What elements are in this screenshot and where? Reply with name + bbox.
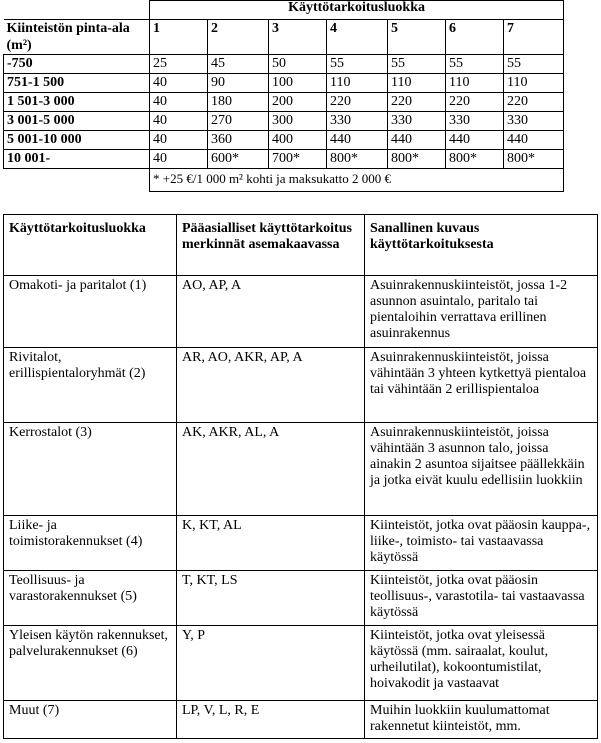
- cell: 110: [327, 73, 388, 92]
- cell: 25: [150, 54, 208, 73]
- blank-cell: [4, 168, 150, 191]
- area-header: Kiinteistön pinta-ala (m²): [4, 19, 150, 54]
- cell: 55: [504, 54, 564, 73]
- usage-class-cell: Omakoti- ja paritalot (1): [4, 276, 177, 348]
- usage-class-cell: Kerrostalot (3): [4, 423, 177, 516]
- cell: 220: [446, 92, 504, 111]
- codes-cell: AK, AKR, AL, A: [177, 423, 365, 516]
- usage-class-cell: Yleisen käytön rakennukset, palvelurakennukset (6): [4, 626, 177, 701]
- col-header: 2: [208, 19, 269, 54]
- cell: 700*: [269, 149, 327, 168]
- cell: 330: [446, 111, 504, 130]
- col-header: 3: [269, 19, 327, 54]
- table-row: [4, 54, 564, 73]
- table-row: [4, 92, 564, 111]
- description-cell: Asuinrakennuskiinteistöt, joissa vähintään 3 yhteen kytkettyä pientaloa tai vähintään 2 erillispientaloa: [365, 348, 598, 423]
- cell: 90: [208, 73, 269, 92]
- cell: 180: [208, 92, 269, 111]
- cell: 110: [504, 73, 564, 92]
- usage-class-cell: Liike- ja toimistorakennukset (4): [4, 516, 177, 571]
- usage-class-title: Käyttötarkoitusluokka: [150, 1, 564, 20]
- row-label: -750: [4, 54, 150, 73]
- description-cell: Kiinteistöt, jotka ovat yleisessä käytössä (mm. sairaalat, koulut, urheilutilat), kokoontumistilat, hoivakodit ja vastaavat: [365, 626, 598, 701]
- cell: 600*: [208, 149, 269, 168]
- row-label: 10 001-: [4, 149, 150, 168]
- cell: 55: [327, 54, 388, 73]
- row-label: 5 001-10 000: [4, 130, 150, 149]
- footnote: * +25 €/1 000 m² kohti ja maksukatto 2 000 €: [150, 168, 564, 191]
- blank-corner: [4, 1, 150, 20]
- cell: 220: [327, 92, 388, 111]
- cell: 55: [388, 54, 446, 73]
- description-cell: Muihin luokkiin kuulumattomat rakennetut kiinteistöt, mm.: [365, 701, 598, 739]
- table-row: [4, 423, 598, 516]
- table-row: [4, 348, 598, 423]
- cell: 440: [327, 130, 388, 149]
- cell: 220: [504, 92, 564, 111]
- cell: 330: [388, 111, 446, 130]
- table-header-row: [4, 215, 598, 276]
- cell: 300: [269, 111, 327, 130]
- cell: 270: [208, 111, 269, 130]
- cell: 800*: [446, 149, 504, 168]
- cell: 40: [150, 92, 208, 111]
- codes-cell: Y, P: [177, 626, 365, 701]
- header-codes: Pääasialliset käyttötarkoitusmerkinnät asemakaavassa: [177, 215, 365, 276]
- codes-cell: T, KT, LS: [177, 571, 365, 626]
- cell: 45: [208, 54, 269, 73]
- description-cell: Kiinteistöt, jotka ovat pääosin teollisuus-, varastotila- tai vastaavassa käytössä: [365, 571, 598, 626]
- fee-table: [3, 0, 564, 192]
- header-description: Sanallinen kuvaus käyttötarkoituksesta: [365, 215, 598, 276]
- header-usage-class: Käyttötarkoitusluokka: [4, 215, 177, 276]
- cell: 220: [388, 92, 446, 111]
- table-row: [4, 276, 598, 348]
- codes-cell: LP, V, L, R, E: [177, 701, 365, 739]
- cell: 440: [504, 130, 564, 149]
- usage-class-cell: Rivitalot, erillispientaloryhmät (2): [4, 348, 177, 423]
- col-header: 5: [388, 19, 446, 54]
- table-row: [4, 130, 564, 149]
- col-header: 1: [150, 19, 208, 54]
- codes-cell: K, KT, AL: [177, 516, 365, 571]
- cell: 40: [150, 73, 208, 92]
- usage-class-cell: Muut (7): [4, 701, 177, 739]
- col-header: 4: [327, 19, 388, 54]
- row-label: 751-1 500: [4, 73, 150, 92]
- table-row: [4, 149, 564, 168]
- row-label: 1 501-3 000: [4, 92, 150, 111]
- description-cell: Asuinrakennuskiinteistöt, joissa vähintään 3 asunnon talo, joissa ainakin 2 asuntoa sijaitsee päällekkäin ja jotka eivät kuulu edellisiin luokkiin: [365, 423, 598, 516]
- cell: 360: [208, 130, 269, 149]
- cell: 55: [446, 54, 504, 73]
- cell: 400: [269, 130, 327, 149]
- table-row: [4, 626, 598, 701]
- table-row: [4, 701, 598, 739]
- cell: 40: [150, 149, 208, 168]
- cell: 110: [446, 73, 504, 92]
- cell: 440: [446, 130, 504, 149]
- cell: 800*: [504, 149, 564, 168]
- col-header: 7: [504, 19, 564, 54]
- cell: 100: [269, 73, 327, 92]
- cell: 330: [504, 111, 564, 130]
- description-cell: Kiinteistöt, jotka ovat pääosin kauppa-, liike-, toimisto- tai vastaavassa käytössä: [365, 516, 598, 571]
- codes-cell: AO, AP, A: [177, 276, 365, 348]
- usage-class-table: [3, 214, 598, 739]
- usage-class-cell: Teollisuus- ja varastorakennukset (5): [4, 571, 177, 626]
- cell: 800*: [388, 149, 446, 168]
- col-header: 6: [446, 19, 504, 54]
- cell: 50: [269, 54, 327, 73]
- cell: 110: [388, 73, 446, 92]
- cell: 40: [150, 130, 208, 149]
- row-label: 3 001-5 000: [4, 111, 150, 130]
- cell: 40: [150, 111, 208, 130]
- table-row: [4, 111, 564, 130]
- cell: 440: [388, 130, 446, 149]
- cell: 200: [269, 92, 327, 111]
- table-row: [4, 571, 598, 626]
- table-row: [4, 73, 564, 92]
- cell: 330: [327, 111, 388, 130]
- codes-cell: AR, AO, AKR, AP, A: [177, 348, 365, 423]
- table-row: [4, 516, 598, 571]
- description-cell: Asuinrakennuskiinteistöt, jossa 1-2 asunnon asuintalo, paritalo tai pientaloihin verrattava erillinen asuinrakennus: [365, 276, 598, 348]
- cell: 800*: [327, 149, 388, 168]
